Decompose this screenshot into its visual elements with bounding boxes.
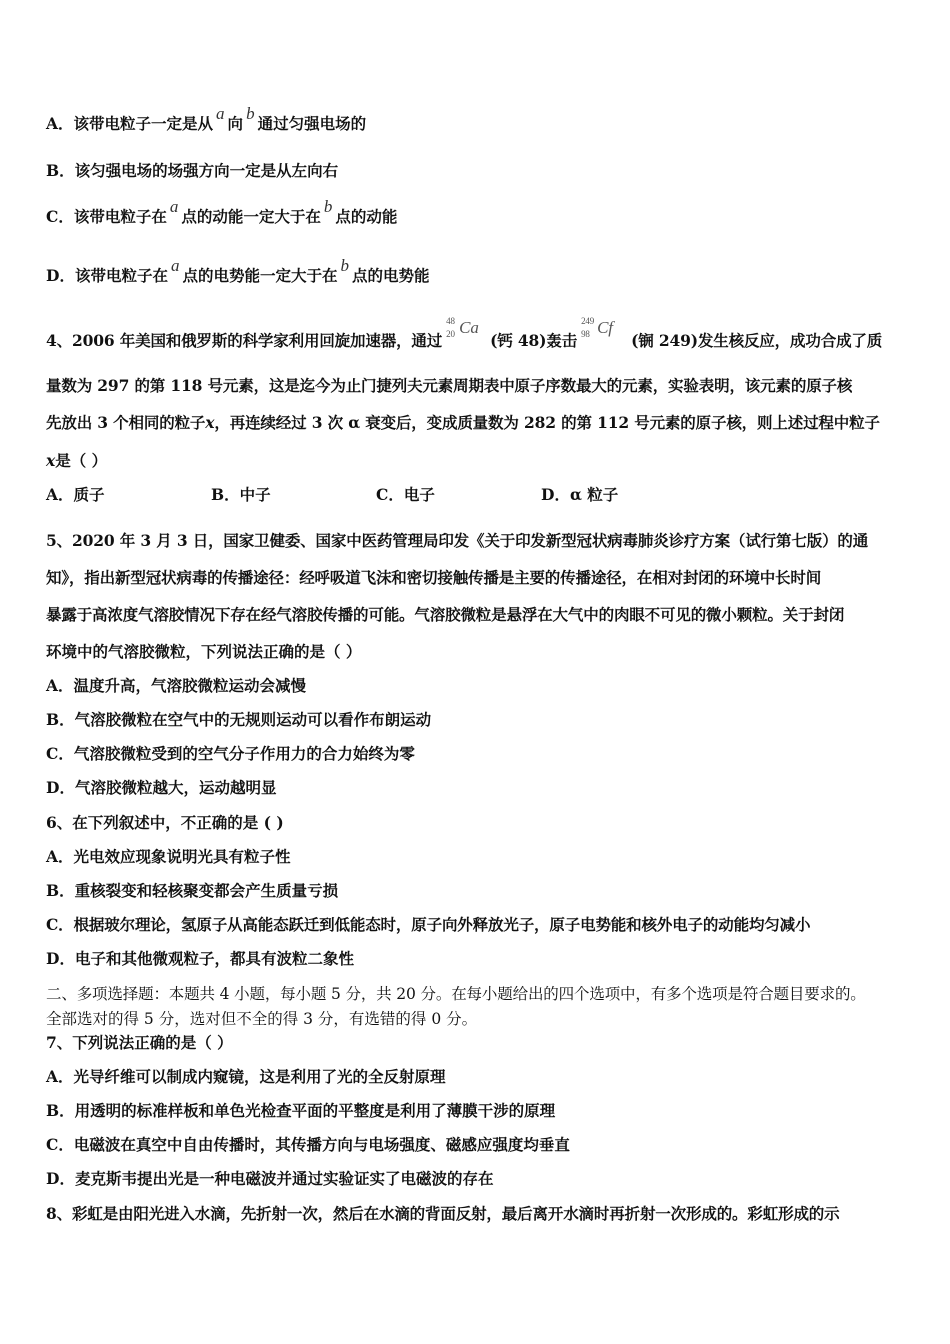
q3-option-d: D．该带电粒子在a点的电势能一定大于在b点的电势能 — [46, 256, 430, 285]
q5-option-b: B．气溶胶微粒在空气中的无规则运动可以看作布朗运动 — [46, 710, 432, 729]
q7-option-b: B．用透明的标准样板和单色光检查平面的平整度是利用了薄膜干涉的原理 — [46, 1101, 556, 1120]
q4-stem-line-4: x是（ ） — [46, 451, 108, 470]
calcium-48-nuclide: 48 20 Ca — [446, 316, 479, 339]
option-label: D． — [46, 266, 75, 285]
variable-b: b — [340, 256, 349, 275]
variable-a: a — [170, 256, 180, 275]
q4-stem-line-2: 量数为 297 的第 118 号元素，这是迄今为止门捷列夫元素周期表中原子序数最大的元素，实验表明，该元素的原子核 — [46, 376, 853, 395]
variable-b: b — [246, 104, 255, 123]
q7-option-a: A．光导纤维可以制成内窥镜，这是利用了光的全反射原理 — [46, 1067, 446, 1086]
option-label: A． — [46, 114, 74, 133]
q5-stem-line-3: 暴露于高浓度气溶胶情况下存在经气溶胶传播的可能。气溶胶微粒是悬浮在大气中的肉眼不可见的微小颗粒。关于封闭 — [46, 605, 845, 624]
q5-stem-line-4: 环境中的气溶胶微粒，下列说法正确的是（ ） — [46, 642, 362, 661]
q4-options — [46, 485, 906, 505]
q6-option-a: A．光电效应现象说明光具有粒子性 — [46, 847, 291, 866]
q5-stem-line-1: 5、2020 年 3 月 3 日，国家卫健委、国家中医药管理局印发《关于印发新型冠状病毒肺炎诊疗方案（试行第七版）的通 — [46, 531, 869, 550]
q4-option-b: B．中子 — [211, 485, 271, 504]
q4-option-a: A．质子 — [46, 485, 105, 504]
q5-option-a: A．温度升高，气溶胶微粒运动会减慢 — [46, 676, 307, 695]
q6-option-c: C．根据玻尔理论，氢原子从高能态跃迁到低能态时，原子向外释放光子，原子电势能和核外电子的动能均匀减小 — [46, 915, 811, 934]
q6-stem: 6、在下列叙述中，不正确的是 ( ) — [46, 813, 284, 832]
variable-a: a — [169, 197, 179, 216]
q3-option-a: A．该带电粒子一定是从a向b通过匀强电场的 — [46, 104, 367, 133]
q8-stem-line-1: 8、彩虹是由阳光进入水滴，先折射一次，然后在水滴的背面反射，最后离开水滴时再折射一次形成的。彩虹形成的示 — [46, 1204, 840, 1223]
section-2-instructions-line-2: 全部选对的得 5 分，选对但不全的得 3 分，有选错的得 0 分。 — [46, 1010, 478, 1028]
q5-option-d: D．气溶胶微粒越大，运动越明显 — [46, 778, 277, 797]
q4-stem-line-3: 先放出 3 个相同的粒子x，再连续经过 3 次 α 衰变后，变成质量数为 282 的第 112 号元素的原子核，则上述过程中粒子 — [46, 413, 880, 432]
q4-stem-line-1: 4、2006 年美国和俄罗斯的科学家利用回旋加速器，通过 48 20 Ca (钙 48)轰击 249 98 Cf (锎 249)发生核反应，成功合成了质 — [46, 316, 883, 350]
q7-stem: 7、下列说法正确的是（ ） — [46, 1033, 233, 1052]
option-label: B． — [46, 161, 75, 180]
option-label: C． — [46, 207, 74, 226]
q5-option-c: C．气溶胶微粒受到的空气分子作用力的合力始终为零 — [46, 744, 415, 763]
q6-option-b: B．重核裂变和轻核聚变都会产生质量亏损 — [46, 881, 339, 900]
q4-option-c: C．电子 — [376, 485, 435, 504]
q7-option-c: C．电磁波在真空中自由传播时，其传播方向与电场强度、磁感应强度均垂直 — [46, 1135, 570, 1154]
q3-option-b: B．该匀强电场的场强方向一定是从左向右 — [46, 161, 339, 180]
q7-option-d: D．麦克斯韦提出光是一种电磁波并通过实验证实了电磁波的存在 — [46, 1169, 494, 1188]
q5-stem-line-2: 知》，指出新型冠状病毒的传播途径：经呼吸道飞沫和密切接触传播是主要的传播途径，在相对封闭的环境中长时间 — [46, 568, 822, 587]
q3-option-c: C．该带电粒子在a点的动能一定大于在b点的动能 — [46, 197, 398, 226]
q4-option-d: D．α 粒子 — [541, 485, 619, 504]
section-2-instructions-line-1: 二、多项选择题：本题共 4 小题，每小题 5 分，共 20 分。在每小题给出的四个选项中，有多个选项是符合题目要求的。 — [46, 985, 866, 1003]
californium-249-nuclide: 249 98 Cf — [581, 316, 613, 339]
variable-b: b — [323, 197, 333, 216]
q6-option-d: D．电子和其他微观粒子，都具有波粒二象性 — [46, 949, 354, 968]
variable-a: a — [216, 104, 225, 123]
